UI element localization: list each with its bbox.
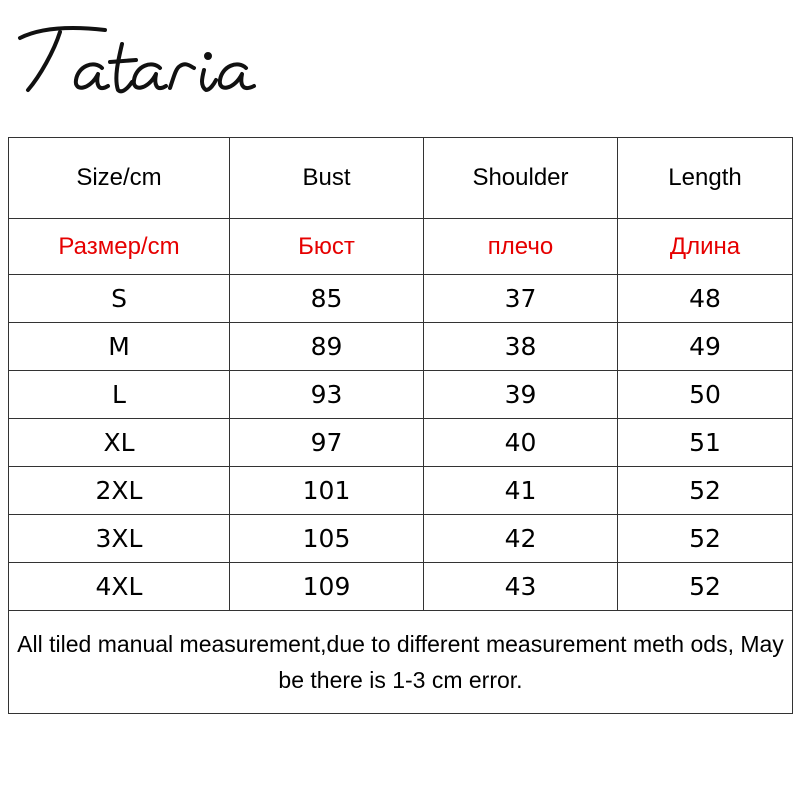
length-cell: 52 <box>618 467 793 515</box>
shoulder-cell: 41 <box>424 467 618 515</box>
shoulder-cell: 37 <box>424 275 618 323</box>
size-cell: XL <box>9 419 230 467</box>
table-row <box>9 467 793 515</box>
shoulder-cell: 39 <box>424 371 618 419</box>
header-shoulder-ru: плечо <box>424 219 618 275</box>
header-row-english <box>9 138 793 219</box>
table-row <box>9 323 793 371</box>
length-cell: 50 <box>618 371 793 419</box>
length-cell: 51 <box>618 419 793 467</box>
shoulder-cell: 40 <box>424 419 618 467</box>
table-row <box>9 371 793 419</box>
length-cell: 48 <box>618 275 793 323</box>
shoulder-cell: 43 <box>424 563 618 611</box>
table-row <box>9 563 793 611</box>
size-cell: 4XL <box>9 563 230 611</box>
header-length: Length <box>618 138 793 219</box>
note-row <box>9 611 793 714</box>
bust-cell: 93 <box>230 371 424 419</box>
header-row-russian <box>9 219 793 275</box>
header-size-ru: Размер/cm <box>9 219 230 275</box>
measurement-note: All tiled manual measurement,due to different measurement meth ods, May be there is 1-3 cm error. <box>9 611 793 714</box>
brand-logo-script <box>10 6 270 106</box>
header-length-ru: Длина <box>618 219 793 275</box>
header-shoulder: Shoulder <box>424 138 618 219</box>
size-cell: L <box>9 371 230 419</box>
bust-cell: 97 <box>230 419 424 467</box>
size-cell: 3XL <box>9 515 230 563</box>
table-row <box>9 275 793 323</box>
shoulder-cell: 42 <box>424 515 618 563</box>
size-cell: 2XL <box>9 467 230 515</box>
size-chart-table <box>8 137 793 714</box>
size-cell: S <box>9 275 230 323</box>
header-bust: Bust <box>230 138 424 219</box>
bust-cell: 109 <box>230 563 424 611</box>
header-bust-ru: Бюст <box>230 219 424 275</box>
table-row <box>9 419 793 467</box>
bust-cell: 89 <box>230 323 424 371</box>
length-cell: 52 <box>618 563 793 611</box>
length-cell: 52 <box>618 515 793 563</box>
bust-cell: 85 <box>230 275 424 323</box>
table-row <box>9 515 793 563</box>
length-cell: 49 <box>618 323 793 371</box>
header-size: Size/cm <box>9 138 230 219</box>
brand-logo <box>10 6 270 106</box>
bust-cell: 105 <box>230 515 424 563</box>
size-cell: M <box>9 323 230 371</box>
shoulder-cell: 38 <box>424 323 618 371</box>
bust-cell: 101 <box>230 467 424 515</box>
